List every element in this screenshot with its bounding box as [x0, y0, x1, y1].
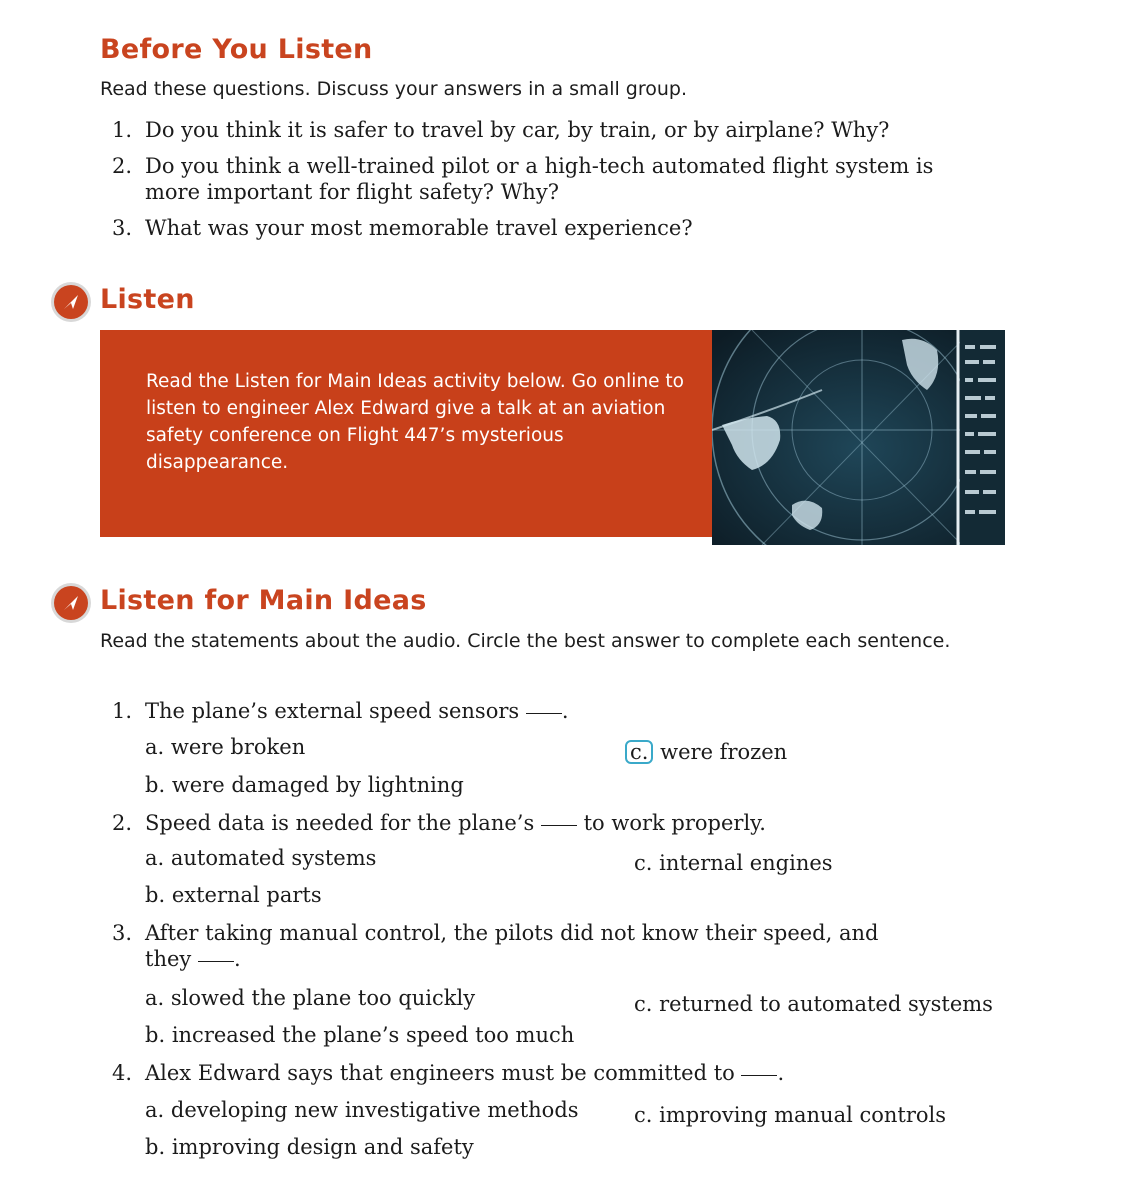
stem-text: After taking manual control, the pilots did not know their speed, and they	[145, 921, 879, 971]
option-a[interactable]	[145, 986, 475, 1010]
stem-text: Alex Edward says that engineers must be committed to	[145, 1061, 735, 1085]
discussion-questions	[112, 117, 992, 251]
option-text: automated systems	[170, 846, 377, 870]
option-letter: a.	[145, 1098, 165, 1122]
listen-icon	[54, 285, 88, 319]
question-number: 2.	[112, 154, 133, 178]
question-stem	[112, 1060, 1012, 1086]
stem-text: Speed data is needed for the plane’s	[145, 811, 535, 835]
before-you-listen-heading: Before You Listen	[100, 34, 373, 65]
question-text: What was your most memorable travel experience?	[145, 216, 693, 240]
question-item	[112, 920, 912, 972]
stem-ending: to work properly.	[583, 811, 766, 835]
question-text: Do you think a well-trained pilot or a high-tech automated flight system is more important for flight safety? Why?	[145, 154, 934, 204]
question-text: Do you think it is safer to travel by car, by train, or by airplane? Why?	[145, 118, 890, 142]
option-letter: a.	[145, 846, 165, 870]
question-number: 1.	[112, 118, 133, 142]
option-text: external parts	[171, 883, 322, 907]
option-letter: c.	[634, 992, 653, 1016]
main-ideas-heading: Listen for Main Ideas	[100, 585, 427, 616]
stem-ending: .	[561, 699, 569, 723]
option-letter: b.	[145, 1023, 166, 1047]
answer-blank	[541, 825, 577, 826]
circled-answer-mark: c.	[625, 740, 653, 764]
radar-screen-image	[712, 330, 1005, 545]
option-c[interactable]	[634, 1103, 946, 1127]
stem-ending: .	[777, 1061, 785, 1085]
option-c[interactable]	[634, 992, 993, 1016]
option-a[interactable]	[145, 846, 376, 870]
main-ideas-instruction: Read the statements about the audio. Circle the best answer to complete each sentence.	[100, 630, 951, 652]
discussion-question	[112, 215, 992, 241]
option-letter: a.	[145, 735, 165, 759]
discussion-question	[112, 153, 992, 205]
option-letter: c.	[634, 1103, 653, 1127]
answer-blank	[526, 713, 562, 714]
option-b[interactable]	[145, 773, 464, 797]
answer-blank	[198, 961, 234, 962]
question-item	[112, 698, 1012, 724]
option-text: improving design and safety	[171, 1135, 474, 1159]
option-text: internal engines	[659, 851, 833, 875]
option-text: increased the plane’s speed too much	[171, 1023, 575, 1047]
option-text: improving manual controls	[659, 1103, 947, 1127]
option-letter: b.	[145, 1135, 166, 1159]
question-item	[112, 1060, 1012, 1086]
option-c-circled[interactable]	[625, 740, 787, 764]
option-a[interactable]	[145, 735, 305, 759]
question-stem	[112, 920, 912, 972]
option-text: returned to automated systems	[659, 992, 993, 1016]
question-number: 4.	[112, 1061, 133, 1085]
before-instruction: Read these questions. Discuss your answers in a small group.	[100, 78, 688, 100]
main-ideas-icon	[54, 586, 88, 620]
option-text: slowed the plane too quickly	[170, 986, 476, 1010]
option-b[interactable]	[145, 1135, 474, 1159]
option-text: were damaged by lightning	[171, 773, 464, 797]
option-letter: c.	[634, 851, 653, 875]
option-letter: b.	[145, 773, 166, 797]
stem-text: The plane’s external speed sensors	[145, 699, 520, 723]
question-number: 3.	[112, 216, 133, 240]
question-number: 2.	[112, 811, 133, 835]
option-letter: a.	[145, 986, 165, 1010]
option-b[interactable]	[145, 1023, 574, 1047]
stem-ending: .	[233, 947, 241, 971]
option-text: were broken	[170, 735, 306, 759]
option-a[interactable]	[145, 1098, 579, 1122]
option-letter: b.	[145, 883, 166, 907]
option-text: developing new investigative methods	[170, 1098, 579, 1122]
discussion-question	[112, 117, 992, 143]
option-b[interactable]	[145, 883, 322, 907]
answer-blank	[741, 1075, 777, 1076]
banner-text: Read the Listen for Main Ideas activity below. Go online to listen to engineer Alex Edward give a talk at an aviation safety conference on Flight 447’s mysterious disappearance.	[146, 371, 684, 473]
option-c[interactable]	[634, 851, 833, 875]
question-number: 3.	[112, 921, 133, 945]
question-stem	[112, 698, 1012, 724]
question-number: 1.	[112, 699, 133, 723]
option-text: were frozen	[660, 740, 788, 764]
listen-banner	[100, 330, 1005, 537]
question-stem	[112, 810, 1012, 836]
listen-heading: Listen	[100, 284, 195, 315]
question-item	[112, 810, 1012, 836]
